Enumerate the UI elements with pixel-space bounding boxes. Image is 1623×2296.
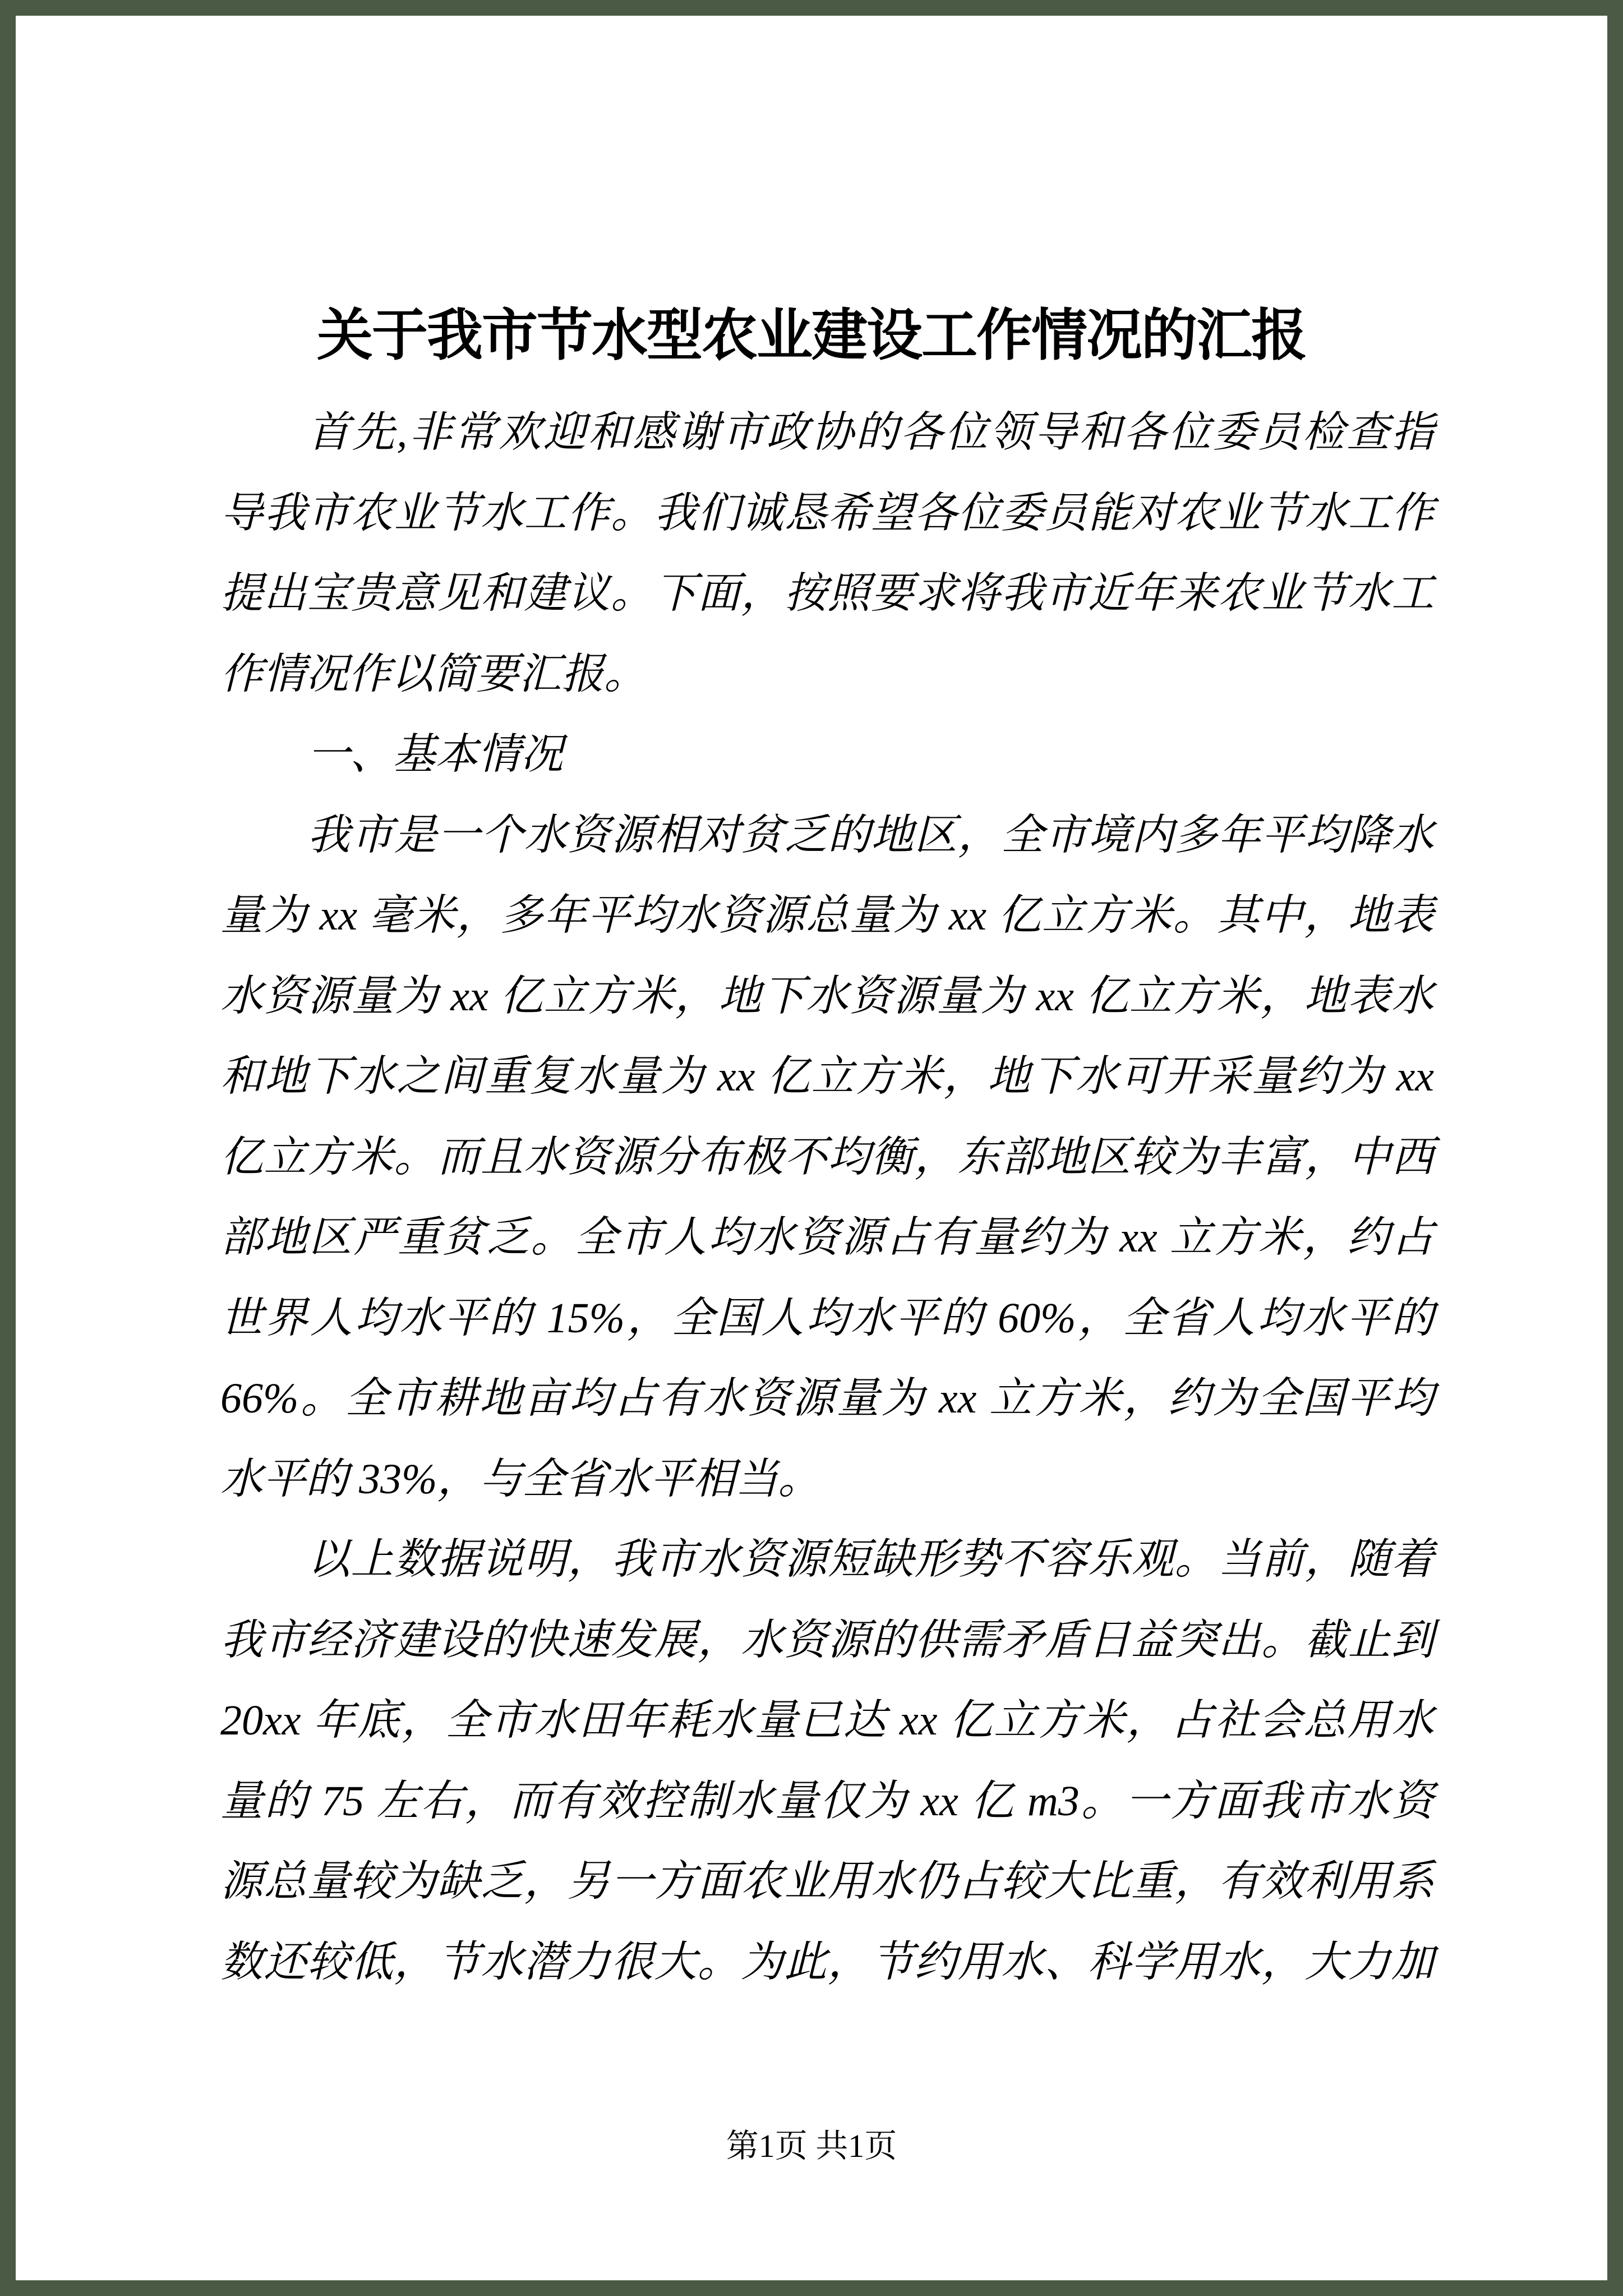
page-footer: [16, 2126, 1607, 2166]
page-number: 第1页 共1页: [726, 2128, 897, 2164]
text-line: 和地下水之间重复水量为 xx 亿立方米，地下水可开采量约为 xx: [220, 1053, 1434, 1100]
document-title: 关于我市节水型农业建设工作情况的汇报: [317, 304, 1306, 367]
text-line: 我市是一个水资源相对贫乏的地区，全市境内多年平均降水: [307, 811, 1434, 859]
paragraph: [220, 715, 1434, 795]
text-line: 亿立方米。而且水资源分布极不均衡，东部地区较为丰富，中西: [220, 1133, 1434, 1181]
paragraph: [220, 393, 1434, 715]
text-line: 提出宝贵意见和建议。下面，按照要求将我市近年来农业节水工: [220, 570, 1434, 617]
text-line: 水平的 33%，与全省水平相当。: [220, 1455, 821, 1503]
text-line: 部地区严重贫乏。全市人均水资源占有量约为 xx 立方米，约占: [220, 1214, 1434, 1261]
paragraph: [220, 795, 1434, 1520]
text-line: 数还较低，节水潜力很大。为此，节约用水、科学用水，大力加: [220, 1938, 1434, 1986]
text-line: 66%。全市耕地亩均占有水资源量为 xx 立方米，约为全国平均: [220, 1375, 1434, 1422]
text-line: 导我市农业节水工作。我们诚恳希望各位委员能对农业节水工作: [220, 489, 1434, 537]
text-line: 我市经济建设的快速发展，水资源的供需矛盾日益突出。截止到: [220, 1616, 1434, 1664]
text-line: 作情况作以简要汇报。: [220, 650, 647, 698]
text-line: 量为 xx 毫米，多年平均水资源总量为 xx 亿立方米。其中，地表: [220, 892, 1434, 939]
text-line: 量的 75 左右，而有效控制水量仅为 xx 亿 m3。一方面我市水资: [220, 1777, 1434, 1825]
section-heading: 一、基本情况: [307, 731, 563, 778]
paragraph: [220, 1520, 1434, 2003]
text-line: 首先,非常欢迎和感谢市政协的各位领导和各位委员检查指: [307, 409, 1434, 456]
document-body: [220, 393, 1434, 2003]
text-line: 世界人均水平的 15%，全国人均水平的 60%，全省人均水平的: [220, 1294, 1434, 1342]
text-line: 20xx 年底，全市水田年耗水量已达 xx 亿立方米，占社会总用水: [220, 1697, 1434, 1744]
text-line: 水资源量为 xx 亿立方米，地下水资源量为 xx 亿立方米，地表水: [220, 972, 1434, 1020]
text-line: 以上数据说明，我市水资源短缺形势不容乐观。当前，随着: [307, 1536, 1434, 1583]
text-line: 源总量较为缺乏，另一方面农业用水仍占较大比重，有效利用系: [220, 1858, 1434, 1905]
